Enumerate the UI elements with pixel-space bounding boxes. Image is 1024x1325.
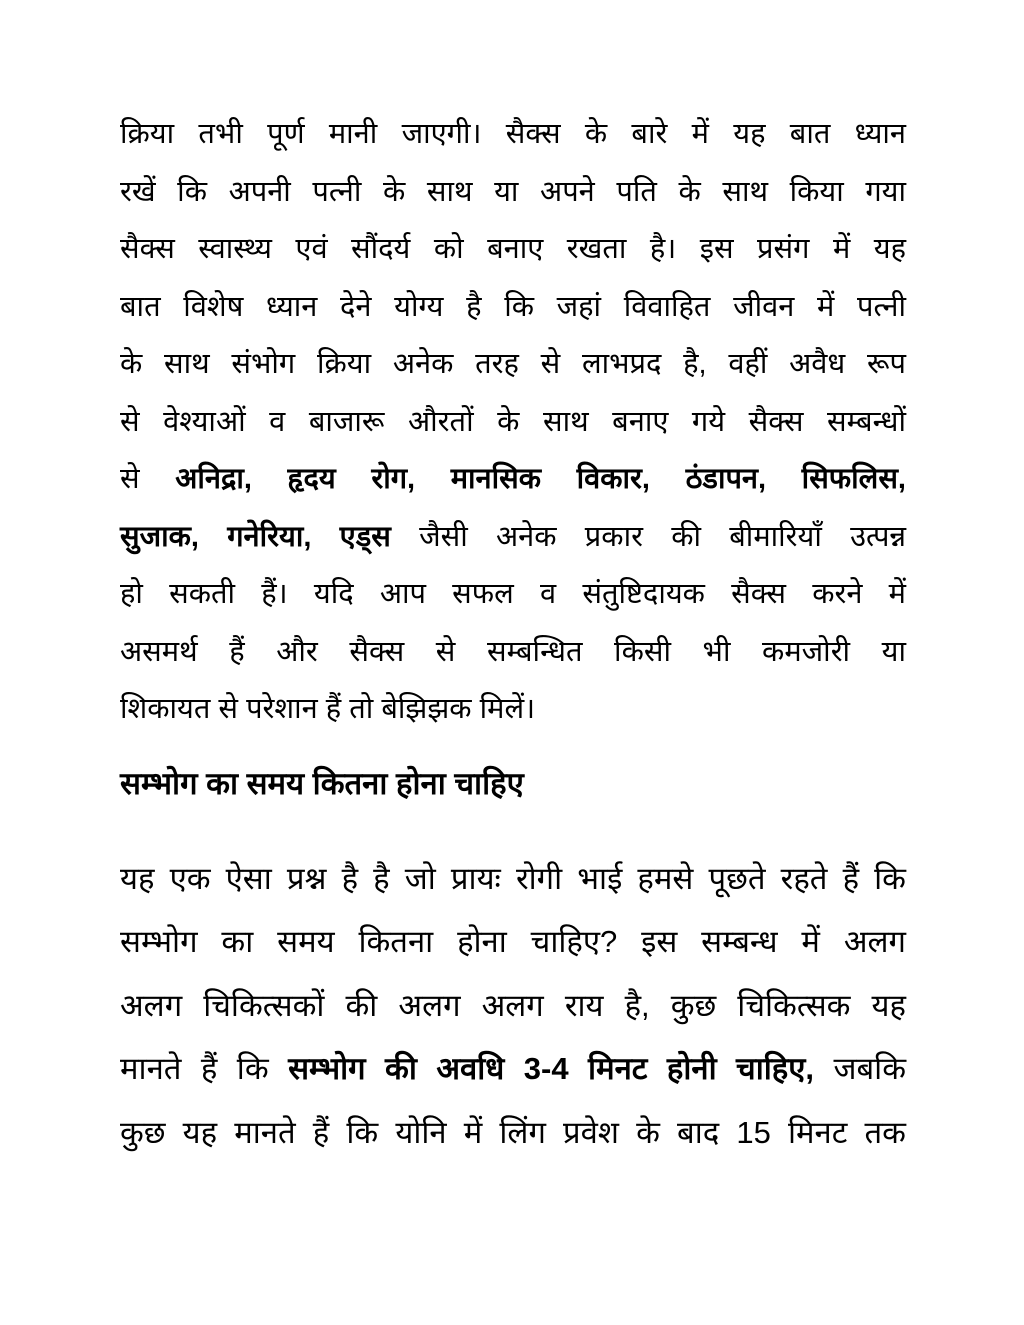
text-segment: बात विशेष ध्यान देने योग्य है कि जहां विवाहित जीवन में पत्नी	[120, 290, 906, 323]
text-line	[120, 451, 906, 509]
text-segment: जबकि	[814, 1051, 906, 1086]
text-segment: असमर्थ हैं और सैक्स से सम्बन्धित किसी भी कमजोरी या	[120, 635, 906, 668]
text-column	[120, 106, 906, 1164]
paragraph-sex-health	[120, 106, 906, 739]
text-segment: सैक्स स्वास्थ्य एवं सौंदर्य को बनाए रखता है। इस प्रसंग में यह	[120, 233, 906, 265]
text-line	[120, 566, 906, 624]
text-line	[120, 847, 906, 911]
text-line	[120, 1101, 906, 1165]
section-heading: सम्भोग का समय कितना होना चाहिए	[120, 765, 524, 801]
paragraph-intercourse-duration	[120, 847, 906, 1165]
text-segment: से	[120, 463, 176, 495]
text-segment: के साथ संभोग क्रिया अनेक तरह से लाभप्रद है, वहीं अवैध रूप	[120, 348, 906, 380]
bold-text-segment: सुजाक, गनेरिया, एड्स	[120, 520, 391, 553]
text-segment: मानते हैं कि	[120, 1051, 289, 1086]
text-line	[120, 910, 906, 974]
text-segment: क्रिया तभी पूर्ण मानी जाएगी। सैक्स के बारे में यह बात ध्यान	[120, 118, 906, 150]
text-line	[120, 509, 906, 567]
text-line	[120, 336, 906, 394]
text-line	[120, 394, 906, 452]
text-line	[120, 624, 906, 682]
text-line	[120, 1037, 906, 1101]
bold-text-segment: अनिद्रा, हृदय रोग, मानसिक विकार, ठंडापन, सिफलिस,	[175, 463, 906, 495]
text-segment: हो सकती हैं। यदि आप सफल व संतुष्टिदायक सैक्स करने में	[120, 578, 906, 610]
text-line	[120, 681, 906, 739]
text-segment: अलग चिकित्सकों की अलग अलग राय है, कुछ चिकित्सक यह	[120, 987, 906, 1023]
text-segment: रखें कि अपनी पत्नी के साथ या अपने पति के साथ किया गया	[120, 175, 906, 208]
text-line	[120, 164, 906, 222]
text-line	[120, 106, 906, 164]
text-segment: कुछ यह मानते हैं कि योनि में लिंग प्रवेश के बाद 15 मिनट तक	[120, 1114, 906, 1150]
text-line	[120, 279, 906, 337]
text-segment: सम्भोग का समय कितना होना चाहिए? इस सम्बन्ध में अलग	[120, 924, 906, 959]
text-segment: शिकायत से परेशान हैं तो बेझिझक मिलें।	[120, 693, 536, 725]
bold-text-segment: सम्भोग की अवधि 3-4 मिनट होनी चाहिए,	[288, 1051, 815, 1086]
text-line	[120, 221, 906, 279]
text-segment: से वेश्याओं व बाजारू औरतों के साथ बनाए गये सैक्स सम्बन्धों	[120, 405, 906, 438]
text-line	[120, 974, 906, 1038]
text-segment: जैसी अनेक प्रकार की बीमारियाँ उत्पन्न	[390, 520, 906, 553]
text-segment: यह एक ऐसा प्रश्न है है जो प्रायः रोगी भाई हमसे पूछते रहते हैं कि	[120, 860, 906, 896]
